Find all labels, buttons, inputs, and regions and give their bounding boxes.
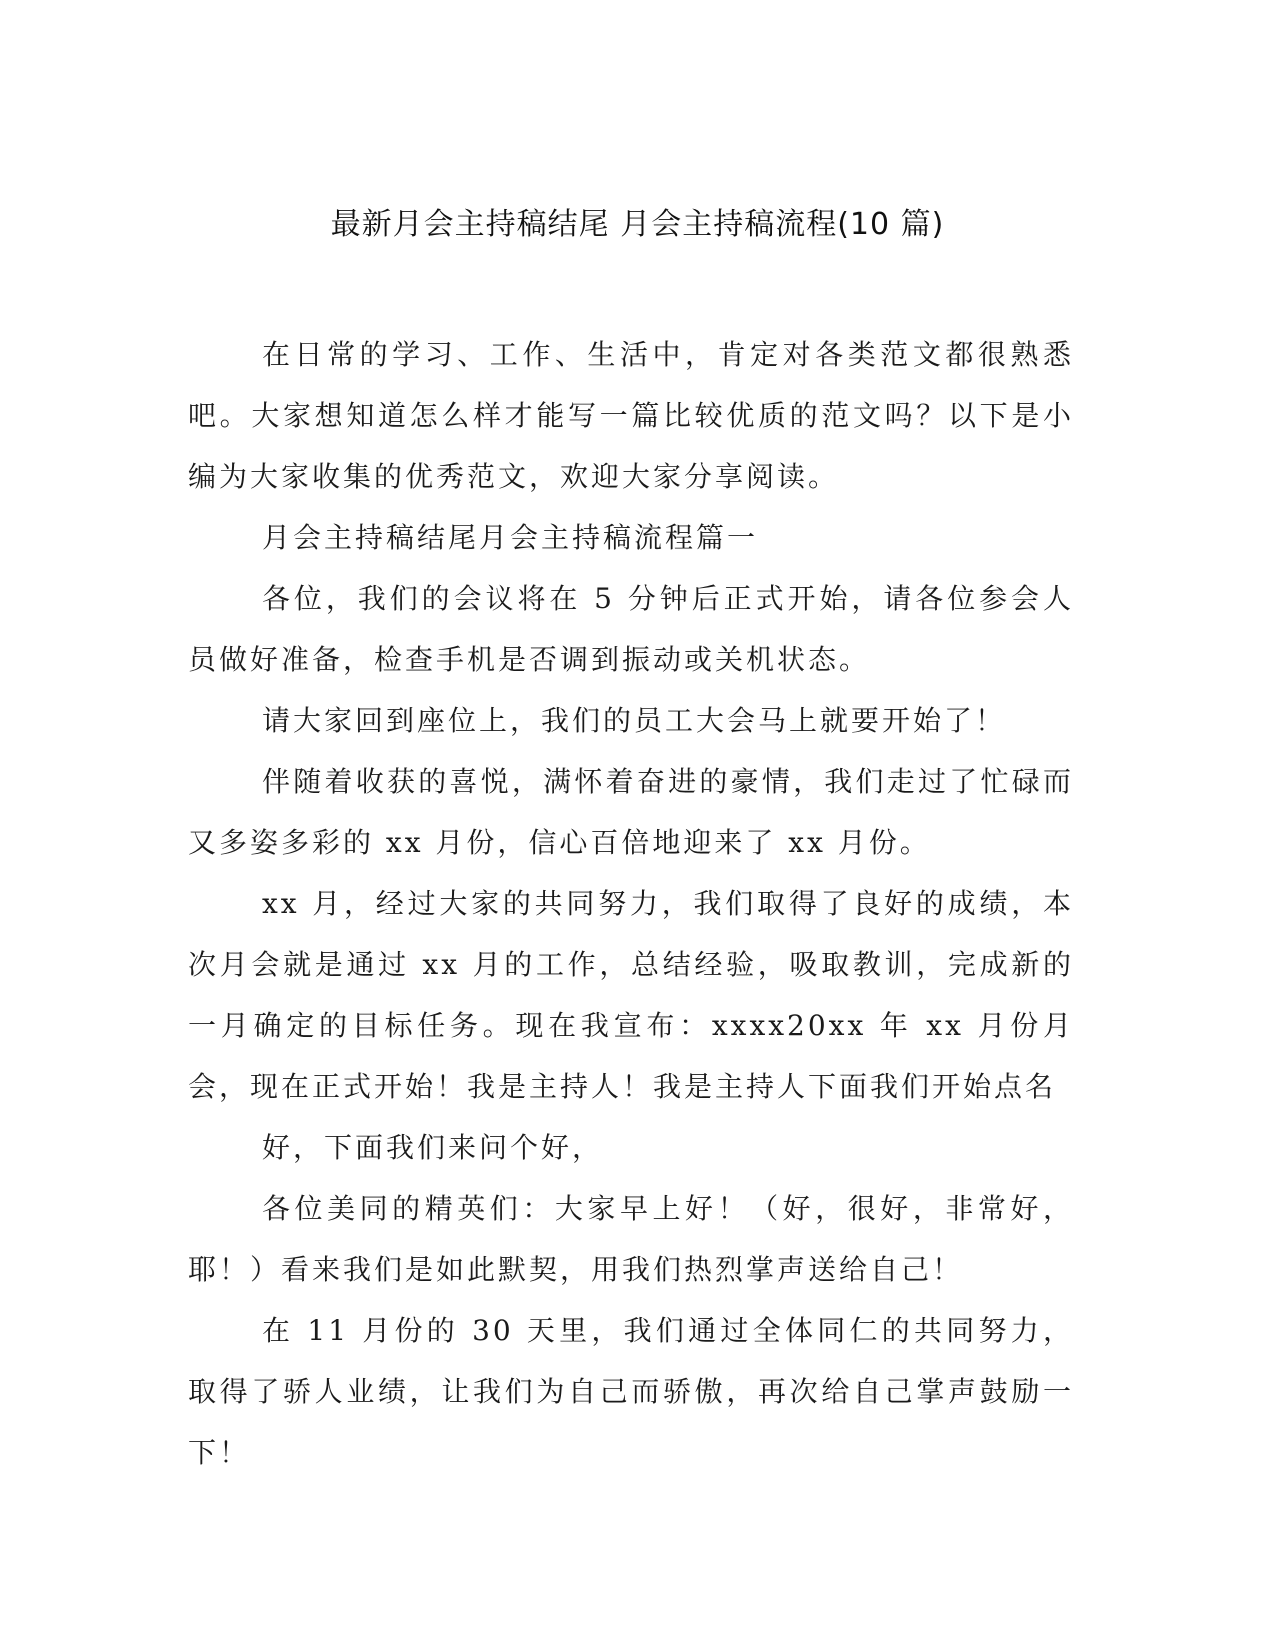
document-body (188, 324, 1074, 1483)
paragraph: 请大家回到座位上，我们的员工大会马上就要开始了！ (262, 704, 1007, 737)
paragraph: 各位，我们的会议将在 5 分钟后正式开始，请各位参会人员做好准备，检查手机是否调到振动或关机状态。 (188, 582, 1074, 676)
paragraph: xx 月，经过大家的共同努力，我们取得了良好的成绩，本次月会就是通过 xx 月的工作，总结经验，吸取教训，完成新的一月确定的目标任务。现在我宣布：xxxx20xx 年 xx 月份月会，现在正式开始！我是主持人！我是主持人下面我们开始点名 (188, 887, 1074, 1103)
paragraph: 各位美同的精英们：大家早上好！（好，很好，非常好，耶！）看来我们是如此默契，用我们热烈掌声送给自己！ (188, 1192, 1074, 1286)
paragraph-intro: 在日常的学习、工作、生活中，肯定对各类范文都很熟悉吧。大家想知道怎么样才能写一篇比较优质的范文吗？以下是小编为大家收集的优秀范文，欢迎大家分享阅读。 (188, 338, 1074, 493)
paragraph-section-heading: 月会主持稿结尾月会主持稿流程篇一 (262, 521, 759, 554)
paragraph: 伴随着收获的喜悦，满怀着奋进的豪情，我们走过了忙碌而又多姿多彩的 xx 月份，信心百倍地迎来了 xx 月份。 (188, 765, 1074, 859)
document-title: 最新月会主持稿结尾 月会主持稿流程(10 篇) (330, 207, 945, 242)
paragraph: 在 11 月份的 30 天里，我们通过全体同仁的共同努力，取得了骄人业绩，让我们为自己而骄傲，再次给自己掌声鼓励一下！ (188, 1314, 1074, 1469)
paragraph: 好，下面我们来问个好， (262, 1131, 604, 1164)
